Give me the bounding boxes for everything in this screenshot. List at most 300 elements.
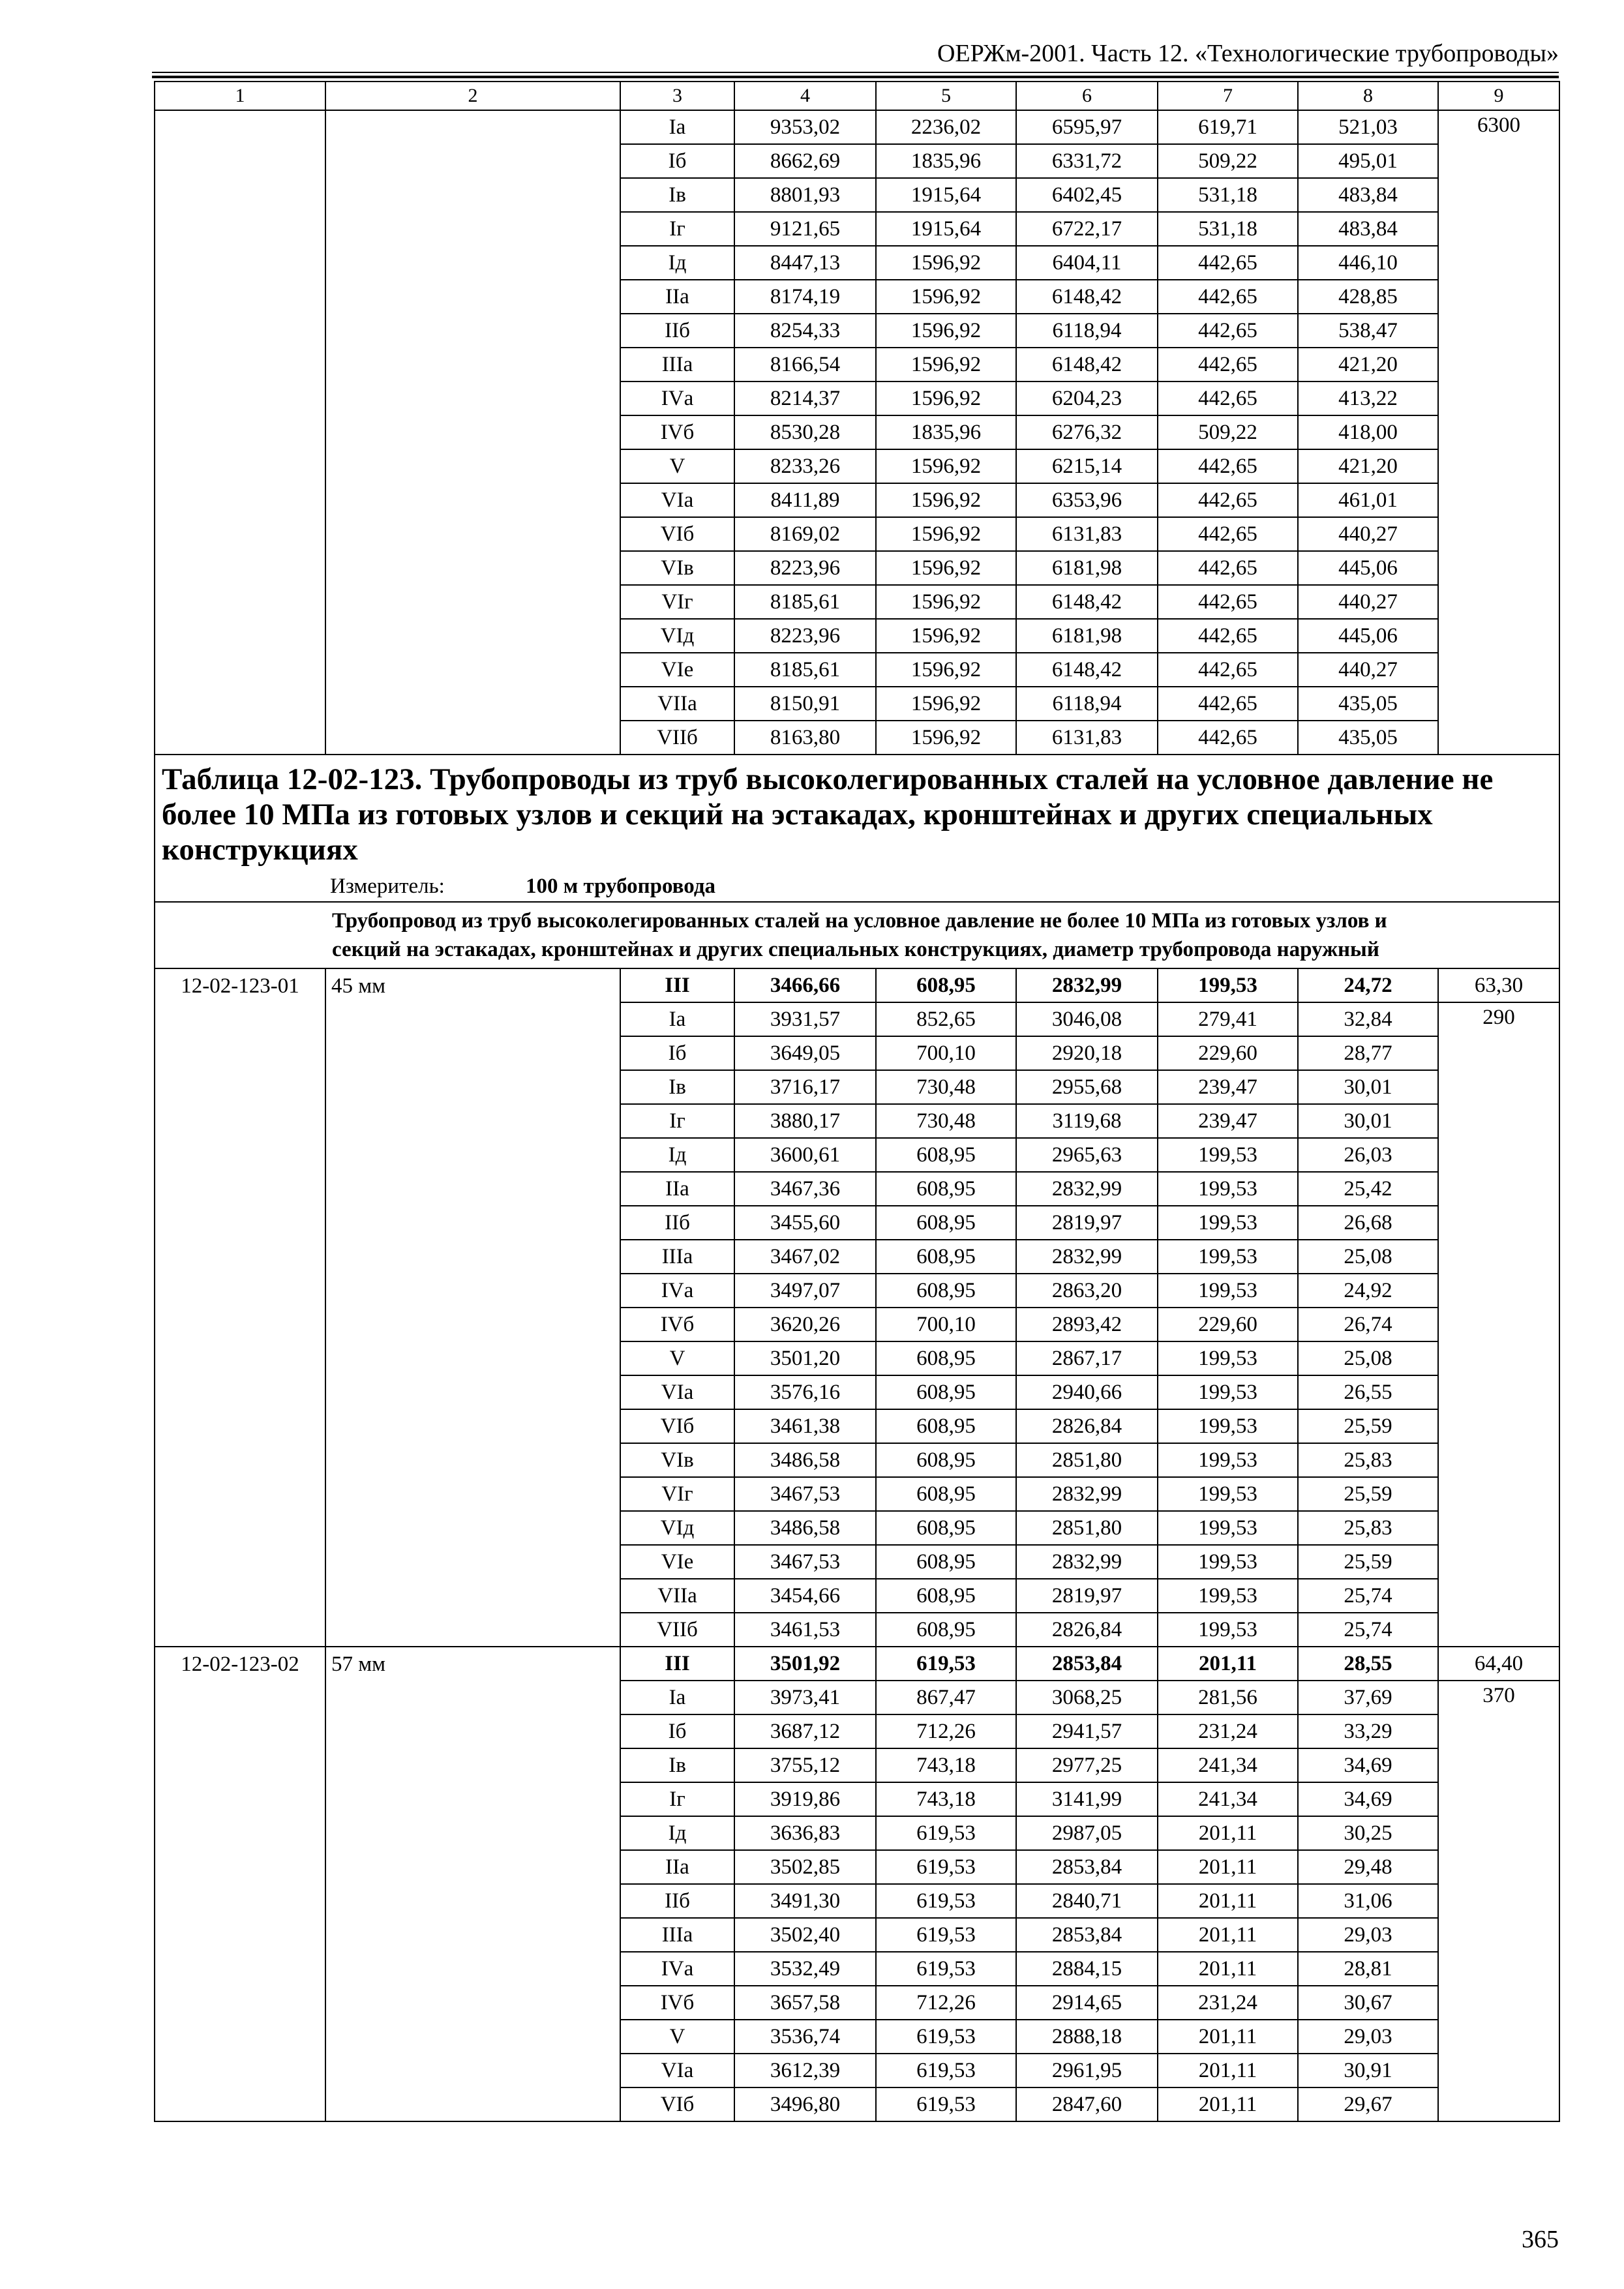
value-cell: 6131,83 [1016, 721, 1158, 755]
value-cell: 1596,92 [876, 619, 1016, 653]
value-cell: 281,56 [1158, 1681, 1298, 1714]
value-cell: 6181,98 [1016, 551, 1158, 585]
value-cell: 6404,11 [1016, 246, 1158, 280]
value-cell: 2920,18 [1016, 1036, 1158, 1070]
value-cell: 8254,33 [734, 314, 876, 348]
table-title-cell [155, 755, 1559, 902]
unit-label: Измеритель: [330, 875, 445, 898]
value-cell: 29,48 [1298, 1850, 1438, 1884]
value-cell: 6148,42 [1016, 653, 1158, 687]
value-cell: 435,05 [1298, 721, 1438, 755]
value-cell: 3755,12 [734, 1748, 876, 1782]
page-number: 365 [1522, 2226, 1559, 2253]
value-cell: 2851,80 [1016, 1511, 1158, 1545]
value-cell: 619,53 [876, 1647, 1016, 1681]
value-cell: 26,55 [1298, 1375, 1438, 1409]
header-rule [152, 72, 1559, 73]
value-cell: 2884,15 [1016, 1952, 1158, 1986]
value-cell: 2914,65 [1016, 1986, 1158, 2020]
value-cell: Iг [620, 212, 734, 246]
value-cell: 1596,92 [876, 687, 1016, 721]
value-cell: 3119,68 [1016, 1104, 1158, 1138]
value-cell: 30,91 [1298, 2054, 1438, 2087]
value-cell: 30,67 [1298, 1986, 1438, 2020]
value-cell: 495,01 [1298, 144, 1438, 178]
value-cell: 29,67 [1298, 2087, 1438, 2121]
value-cell: IIб [620, 1884, 734, 1918]
col9-cell: 370 [1438, 1681, 1559, 2121]
value-cell: 428,85 [1298, 280, 1438, 314]
value-cell: 1596,92 [876, 382, 1016, 415]
value-cell: Iв [620, 178, 734, 212]
value-cell: 608,95 [876, 1477, 1016, 1511]
value-cell: 3454,66 [734, 1579, 876, 1613]
value-cell: 3536,74 [734, 2020, 876, 2054]
value-cell: 201,11 [1158, 1952, 1298, 1986]
value-cell: 2832,99 [1016, 1477, 1158, 1511]
value-cell: 37,69 [1298, 1681, 1438, 1714]
value-cell: 9353,02 [734, 110, 876, 144]
value-cell: 1596,92 [876, 585, 1016, 619]
value-cell: 31,06 [1298, 1884, 1438, 1918]
value-cell: 8185,61 [734, 585, 876, 619]
value-cell: 3466,66 [734, 968, 876, 1002]
section-cell [325, 902, 1559, 968]
value-cell: 1915,64 [876, 212, 1016, 246]
value-cell: 34,69 [1298, 1782, 1438, 1816]
value-cell: 231,24 [1158, 1714, 1298, 1748]
value-cell: 199,53 [1158, 1409, 1298, 1443]
value-cell: 440,27 [1298, 585, 1438, 619]
value-cell: 2853,84 [1016, 1850, 1158, 1884]
value-cell: 3467,53 [734, 1477, 876, 1511]
column-number: 5 [876, 82, 1016, 110]
value-cell: 28,55 [1298, 1647, 1438, 1681]
unit-value: 100 м трубопровода [526, 875, 716, 898]
column-number: 7 [1158, 82, 1298, 110]
value-cell: 1596,92 [876, 348, 1016, 382]
unit-line [162, 871, 1552, 901]
value-cell: 608,95 [876, 1375, 1016, 1409]
description-cell [325, 110, 620, 755]
value-cell: 619,53 [876, 1884, 1016, 1918]
value-cell: VIIб [620, 1613, 734, 1647]
column-number-row [155, 82, 1559, 110]
value-cell: 2863,20 [1016, 1274, 1158, 1308]
value-cell: 509,22 [1158, 144, 1298, 178]
value-cell: 3716,17 [734, 1070, 876, 1104]
rates-table [154, 81, 1560, 2122]
value-cell: 199,53 [1158, 1545, 1298, 1579]
value-cell: 241,34 [1158, 1782, 1298, 1816]
value-cell: 26,03 [1298, 1138, 1438, 1172]
value-cell: 6402,45 [1016, 178, 1158, 212]
value-cell: 619,53 [876, 2087, 1016, 2121]
value-cell: Iд [620, 1816, 734, 1850]
value-cell: 28,81 [1298, 1952, 1438, 1986]
value-cell: IVб [620, 1986, 734, 2020]
value-cell: 2819,97 [1016, 1579, 1158, 1613]
value-cell: 3491,30 [734, 1884, 876, 1918]
value-cell: 442,65 [1158, 619, 1298, 653]
value-cell: VIIа [620, 1579, 734, 1613]
value-cell: Iг [620, 1104, 734, 1138]
section-header-row [155, 902, 1559, 968]
value-cell: 6131,83 [1016, 517, 1158, 551]
value-cell: 199,53 [1158, 1579, 1298, 1613]
value-cell: 442,65 [1158, 551, 1298, 585]
value-cell: IVб [620, 1308, 734, 1341]
value-cell: 2965,63 [1016, 1138, 1158, 1172]
col9-cell: 290 [1438, 1002, 1559, 1647]
value-cell: 3068,25 [1016, 1681, 1158, 1714]
value-cell: 8447,13 [734, 246, 876, 280]
value-cell: 6331,72 [1016, 144, 1158, 178]
value-cell: 8223,96 [734, 619, 876, 653]
value-cell: 2847,60 [1016, 2087, 1158, 2121]
value-cell: 6118,94 [1016, 687, 1158, 721]
value-cell: 2819,97 [1016, 1206, 1158, 1240]
value-cell: IVа [620, 382, 734, 415]
value-cell: 231,24 [1158, 1986, 1298, 2020]
value-cell: 531,18 [1158, 212, 1298, 246]
value-cell: 712,26 [876, 1714, 1016, 1748]
value-cell: 1596,92 [876, 551, 1016, 585]
value-cell: 2832,99 [1016, 1545, 1158, 1579]
value-cell: 6148,42 [1016, 280, 1158, 314]
value-cell: 2832,99 [1016, 968, 1158, 1002]
value-cell: 28,77 [1298, 1036, 1438, 1070]
value-cell: 25,74 [1298, 1613, 1438, 1647]
value-cell: 3461,53 [734, 1613, 876, 1647]
column-number: 4 [734, 82, 876, 110]
value-cell: 2826,84 [1016, 1409, 1158, 1443]
value-cell: 435,05 [1298, 687, 1438, 721]
value-cell: 2826,84 [1016, 1613, 1158, 1647]
value-cell: 25,59 [1298, 1409, 1438, 1443]
value-cell: 8411,89 [734, 483, 876, 517]
value-cell: 199,53 [1158, 1341, 1298, 1375]
value-cell: 199,53 [1158, 1172, 1298, 1206]
value-cell: 2893,42 [1016, 1308, 1158, 1341]
value-cell: 2851,80 [1016, 1443, 1158, 1477]
value-cell: 8233,26 [734, 449, 876, 483]
value-cell: 608,95 [876, 1579, 1016, 1613]
value-cell: 1596,92 [876, 517, 1016, 551]
value-cell: VIб [620, 1409, 734, 1443]
value-cell: 867,47 [876, 1681, 1016, 1714]
col9-main-cell: 64,40 [1438, 1647, 1559, 1681]
value-cell: 2987,05 [1016, 1816, 1158, 1850]
value-cell: 279,41 [1158, 1002, 1298, 1036]
value-cell: 442,65 [1158, 653, 1298, 687]
value-cell: 418,00 [1298, 415, 1438, 449]
value-cell: 199,53 [1158, 1511, 1298, 1545]
value-cell: IIа [620, 1172, 734, 1206]
value-cell: Iб [620, 1714, 734, 1748]
value-cell: 608,95 [876, 968, 1016, 1002]
value-cell: 421,20 [1298, 348, 1438, 382]
description-cell: 57 мм [325, 1647, 620, 2121]
value-cell: 442,65 [1158, 517, 1298, 551]
value-cell: IIб [620, 314, 734, 348]
value-cell: V [620, 449, 734, 483]
value-cell: 9121,65 [734, 212, 876, 246]
value-cell: 619,53 [876, 1952, 1016, 1986]
value-cell: 201,11 [1158, 1918, 1298, 1952]
value-cell: 199,53 [1158, 1443, 1298, 1477]
section-text: Трубопровод из труб высоколегированных сталей на условное давление не более 10 МПа из готовых узлов и [332, 909, 1387, 933]
value-cell: 442,65 [1158, 449, 1298, 483]
value-cell: 1596,92 [876, 721, 1016, 755]
value-cell: 30,25 [1298, 1816, 1438, 1850]
value-cell: 608,95 [876, 1240, 1016, 1274]
value-cell: 199,53 [1158, 1274, 1298, 1308]
value-cell: 201,11 [1158, 2020, 1298, 2054]
value-cell: 2961,95 [1016, 2054, 1158, 2087]
value-cell: 8801,93 [734, 178, 876, 212]
value-cell: VIг [620, 585, 734, 619]
value-cell: 29,03 [1298, 2020, 1438, 2054]
code-cell: 12-02-123-01 [155, 968, 325, 1647]
value-cell: VIд [620, 619, 734, 653]
value-cell: 3496,80 [734, 2087, 876, 2121]
value-cell: 199,53 [1158, 1240, 1298, 1274]
value-cell: 2853,84 [1016, 1647, 1158, 1681]
value-cell: III [620, 1647, 734, 1681]
value-cell: 608,95 [876, 1545, 1016, 1579]
value-cell: 3461,38 [734, 1409, 876, 1443]
value-cell: 6276,32 [1016, 415, 1158, 449]
value-cell: 25,08 [1298, 1341, 1438, 1375]
value-cell: 3687,12 [734, 1714, 876, 1748]
column-number: 1 [155, 82, 325, 110]
value-cell: VIе [620, 1545, 734, 1579]
value-cell: 2977,25 [1016, 1748, 1158, 1782]
value-cell: 33,29 [1298, 1714, 1438, 1748]
value-cell: 24,72 [1298, 968, 1438, 1002]
table-row [155, 968, 1559, 1002]
value-cell: VIе [620, 653, 734, 687]
value-cell: 3973,41 [734, 1681, 876, 1714]
value-cell: 25,42 [1298, 1172, 1438, 1206]
value-cell: 8530,28 [734, 415, 876, 449]
value-cell: 619,53 [876, 1816, 1016, 1850]
value-cell: 29,03 [1298, 1918, 1438, 1952]
value-cell: 3620,26 [734, 1308, 876, 1341]
value-cell: 2832,99 [1016, 1240, 1158, 1274]
value-cell: 2888,18 [1016, 2020, 1158, 2054]
value-cell: Iа [620, 1002, 734, 1036]
value-cell: 700,10 [876, 1308, 1016, 1341]
column-number: 2 [325, 82, 620, 110]
value-cell: 8185,61 [734, 653, 876, 687]
value-cell: 8214,37 [734, 382, 876, 415]
value-cell: 538,47 [1298, 314, 1438, 348]
value-cell: 619,53 [876, 1850, 1016, 1884]
value-cell: 3502,40 [734, 1918, 876, 1952]
value-cell: 3467,36 [734, 1172, 876, 1206]
table-body [155, 82, 1559, 2121]
description-cell: 45 мм [325, 968, 620, 1647]
value-cell: 712,26 [876, 1986, 1016, 2020]
value-cell: 2832,99 [1016, 1172, 1158, 1206]
value-cell: 608,95 [876, 1138, 1016, 1172]
value-cell: 483,84 [1298, 178, 1438, 212]
value-cell: 6595,97 [1016, 110, 1158, 144]
value-cell: 199,53 [1158, 968, 1298, 1002]
value-cell: 531,18 [1158, 178, 1298, 212]
value-cell: 8662,69 [734, 144, 876, 178]
value-cell: 199,53 [1158, 1138, 1298, 1172]
value-cell: 743,18 [876, 1748, 1016, 1782]
column-number: 3 [620, 82, 734, 110]
value-cell: 1596,92 [876, 483, 1016, 517]
table-title: Таблица 12-02-123. Трубопроводы из труб высоколегированных сталей на условное давление не более 10 МПа из готовых узлов и секций на эстакадах, кронштейнах и других специальных конструкциях [162, 762, 1494, 867]
section-empty-cell [155, 902, 325, 968]
value-cell: 445,06 [1298, 619, 1438, 653]
value-cell: 442,65 [1158, 280, 1298, 314]
value-cell: 8166,54 [734, 348, 876, 382]
value-cell: 229,60 [1158, 1036, 1298, 1070]
value-cell: 3046,08 [1016, 1002, 1158, 1036]
value-cell: 199,53 [1158, 1613, 1298, 1647]
value-cell: 6148,42 [1016, 585, 1158, 619]
value-cell: 483,84 [1298, 212, 1438, 246]
value-cell: 2940,66 [1016, 1375, 1158, 1409]
value-cell: 608,95 [876, 1511, 1016, 1545]
value-cell: 6118,94 [1016, 314, 1158, 348]
header-rule-thick [152, 76, 1559, 78]
value-cell: 239,47 [1158, 1104, 1298, 1138]
value-cell: IIб [620, 1206, 734, 1240]
value-cell: 3612,39 [734, 2054, 876, 2087]
value-cell: Iв [620, 1748, 734, 1782]
page-header: ОЕРЖм-2001. Часть 12. «Технологические трубопроводы» [937, 40, 1559, 67]
value-cell: IVа [620, 1952, 734, 1986]
value-cell: 1596,92 [876, 653, 1016, 687]
value-cell: VIIа [620, 687, 734, 721]
value-cell: 3600,61 [734, 1138, 876, 1172]
value-cell: 700,10 [876, 1036, 1016, 1070]
value-cell: 521,03 [1298, 110, 1438, 144]
value-cell: 26,74 [1298, 1308, 1438, 1341]
value-cell: 442,65 [1158, 314, 1298, 348]
value-cell: 730,48 [876, 1070, 1016, 1104]
value-cell: 608,95 [876, 1409, 1016, 1443]
value-cell: 3657,58 [734, 1986, 876, 2020]
value-cell: 229,60 [1158, 1308, 1298, 1341]
value-cell: 3486,58 [734, 1511, 876, 1545]
value-cell: 201,11 [1158, 1647, 1298, 1681]
value-cell: 608,95 [876, 1443, 1016, 1477]
value-cell: 3649,05 [734, 1036, 876, 1070]
col9-cell: 6300 [1438, 110, 1559, 755]
value-cell: 442,65 [1158, 382, 1298, 415]
value-cell: Iа [620, 1681, 734, 1714]
value-cell: 201,11 [1158, 2087, 1298, 2121]
value-cell: 25,74 [1298, 1579, 1438, 1613]
value-cell: VIв [620, 551, 734, 585]
value-cell: 608,95 [876, 1274, 1016, 1308]
value-cell: 199,53 [1158, 1375, 1298, 1409]
value-cell: 25,59 [1298, 1477, 1438, 1511]
value-cell: 8223,96 [734, 551, 876, 585]
value-cell: 3532,49 [734, 1952, 876, 1986]
value-cell: 8174,19 [734, 280, 876, 314]
value-cell: IIа [620, 280, 734, 314]
value-cell: IIIа [620, 1240, 734, 1274]
value-cell: 25,08 [1298, 1240, 1438, 1274]
value-cell: 6204,23 [1016, 382, 1158, 415]
value-cell: 3931,57 [734, 1002, 876, 1036]
value-cell: III [620, 968, 734, 1002]
value-cell: 3141,99 [1016, 1782, 1158, 1816]
value-cell: 608,95 [876, 1206, 1016, 1240]
value-cell: 445,06 [1298, 551, 1438, 585]
value-cell: 440,27 [1298, 517, 1438, 551]
column-number: 9 [1438, 82, 1559, 110]
value-cell: IVб [620, 415, 734, 449]
value-cell: 3576,16 [734, 1375, 876, 1409]
value-cell: 442,65 [1158, 687, 1298, 721]
value-cell: Iг [620, 1782, 734, 1816]
value-cell: 619,71 [1158, 110, 1298, 144]
value-cell: 3486,58 [734, 1443, 876, 1477]
value-cell: 32,84 [1298, 1002, 1438, 1036]
value-cell: Iб [620, 144, 734, 178]
value-cell: 1835,96 [876, 415, 1016, 449]
value-cell: Iд [620, 246, 734, 280]
value-cell: 25,83 [1298, 1511, 1438, 1545]
value-cell: VIг [620, 1477, 734, 1511]
value-cell: VIа [620, 483, 734, 517]
value-cell: 3919,86 [734, 1782, 876, 1816]
value-cell: 201,11 [1158, 1850, 1298, 1884]
value-cell: 1915,64 [876, 178, 1016, 212]
value-cell: 413,22 [1298, 382, 1438, 415]
value-cell: VIд [620, 1511, 734, 1545]
value-cell: 241,34 [1158, 1748, 1298, 1782]
value-cell: 442,65 [1158, 246, 1298, 280]
value-cell: 509,22 [1158, 415, 1298, 449]
value-cell: 730,48 [876, 1104, 1016, 1138]
value-cell: 26,68 [1298, 1206, 1438, 1240]
value-cell: 25,59 [1298, 1545, 1438, 1579]
value-cell: 1596,92 [876, 280, 1016, 314]
value-cell: 2941,57 [1016, 1714, 1158, 1748]
value-cell: 3467,53 [734, 1545, 876, 1579]
value-cell: VIа [620, 2054, 734, 2087]
value-cell: IVа [620, 1274, 734, 1308]
value-cell: 743,18 [876, 1782, 1016, 1816]
value-cell: VIв [620, 1443, 734, 1477]
value-cell: 8169,02 [734, 517, 876, 551]
code-cell: 12-02-123-02 [155, 1647, 325, 2121]
value-cell: 619,53 [876, 2054, 1016, 2087]
value-cell: 440,27 [1298, 653, 1438, 687]
value-cell: 2236,02 [876, 110, 1016, 144]
value-cell: 30,01 [1298, 1104, 1438, 1138]
value-cell: 25,83 [1298, 1443, 1438, 1477]
value-cell: 442,65 [1158, 721, 1298, 755]
value-cell: 30,01 [1298, 1070, 1438, 1104]
value-cell: 442,65 [1158, 483, 1298, 517]
value-cell: 3497,07 [734, 1274, 876, 1308]
value-cell: Iв [620, 1070, 734, 1104]
value-cell: 3502,85 [734, 1850, 876, 1884]
value-cell: 6181,98 [1016, 619, 1158, 653]
